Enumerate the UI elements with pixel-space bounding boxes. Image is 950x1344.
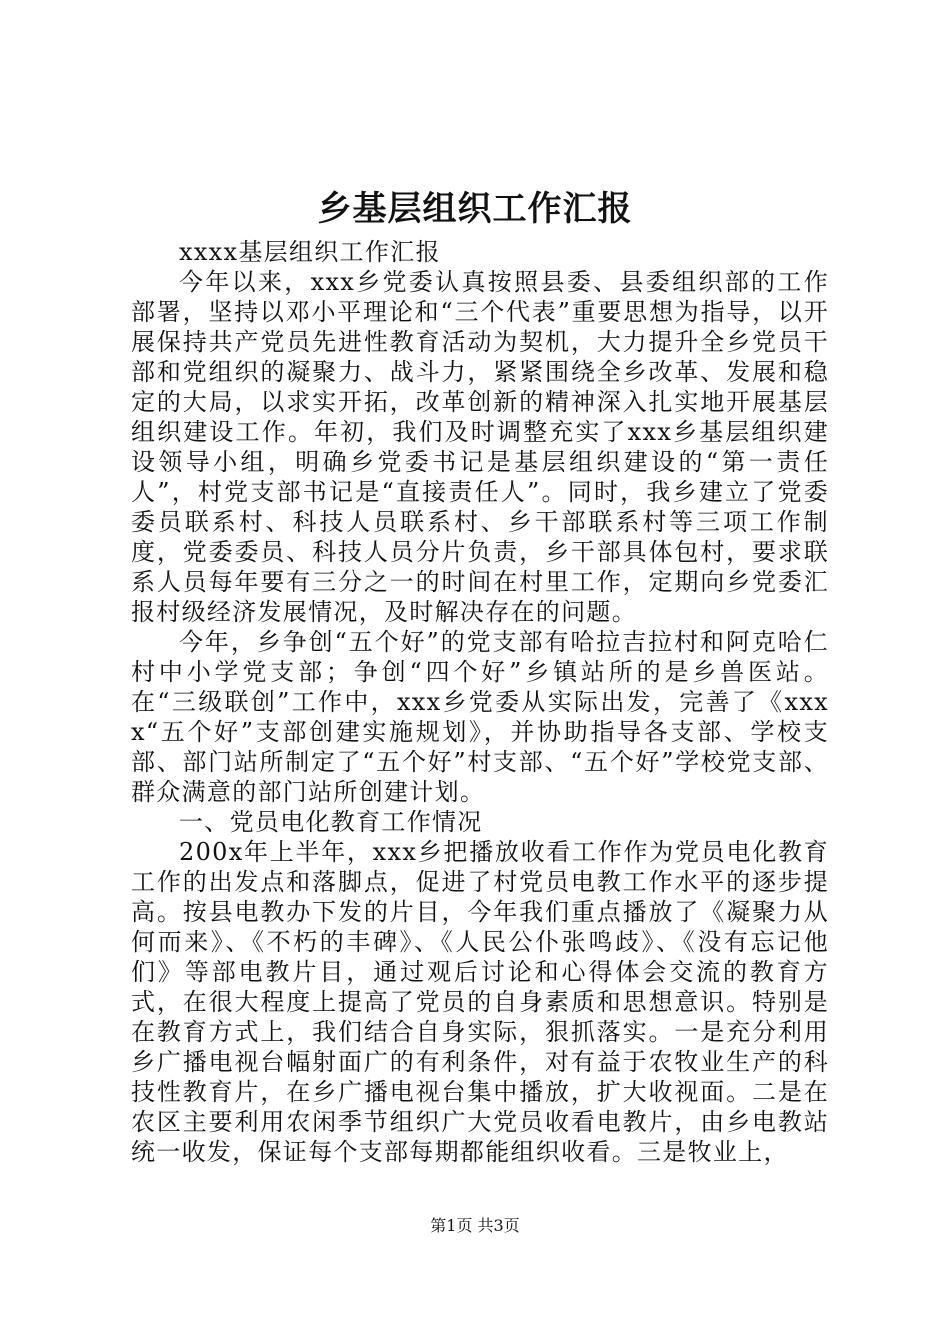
paragraph-intro: 今年以来，xxx乡党委认真按照县委、县委组织部的工作部署，坚持以邓小平理论和“三个代表”重要思想为指导，以开展保持共产党员先进性教育活动为契机，大力提升全乡党员干部和党组织的凝聚力、战斗力，紧紧围绕全乡改革、发展和稳定的大局，以求实开拓，改革创新的精神深入扎实地开展基层组织建设工作。年初，我们及时调整充实了xxx乡基层组织建设领导小组，明确乡党委书记是基层组织建设的“第一责任人”，村党支部书记是“直接责任人”。同时，我乡建立了党委委员联系村、科技人员联系村、乡干部联系村等三项工作制度，党委委员、科技人员分片负责，乡干部具体包村，要求联系人员每年要有三分之一的时间在村里工作，定期向乡党委汇报村级经济发展情况，及时解决存在的问题。: [131, 268, 829, 626]
section-heading-1: 一、党员电化教育工作情况: [179, 808, 483, 836]
paragraph-education: 200x年上半年，xxx乡把播放收看工作作为党员电化教育工作的出发点和落脚点，促进了村党员电教工作水平的逐步提高。按县电教办下发的片目，今年我们重点播放了《凝聚力从何而来》、《不朽的丰碑》、《人民公仆张鸣歧》、《没有忘记他们》等部电教片目，通过观后讨论和心得体会交流的教育方式，在很大程度上提高了党员的自身素质和思想意识。特别是在教育方式上，我们结合自身实际，狠抓落实。一是充分利用乡广播电视台幅射面广的有利条件，对有益于农牧业生产的科技性教育片，在乡广播电视台集中播放，扩大收视面。二是在农区主要利用农闲季节组织广大党员收看电教片，由乡电教站统一收发，保证每个支部每期都能组织收看。三是牧业上，: [131, 838, 829, 1166]
page-footer: 第1页 共3页: [430, 1216, 520, 1235]
paragraph-subtitle: xxxx基层组织工作汇报: [179, 238, 441, 266]
paragraph-five-goods: 今年，乡争创“五个好”的党支部有哈拉吉拉村和阿克哈仁村中小学党支部；争创“四个好”乡镇站所的是乡兽医站。在“三级联创”工作中，xxx乡党委从实际出发，完善了《xxxx“五个好”支部创建实施规划》，并协助指导各支部、学校支部、部门站所制定了“五个好”村支部、“五个好”学校党支部、群众满意的部门站所创建计划。: [131, 628, 829, 806]
document-body: [131, 237, 829, 1167]
document-title: 乡基层组织工作汇报: [317, 189, 633, 229]
